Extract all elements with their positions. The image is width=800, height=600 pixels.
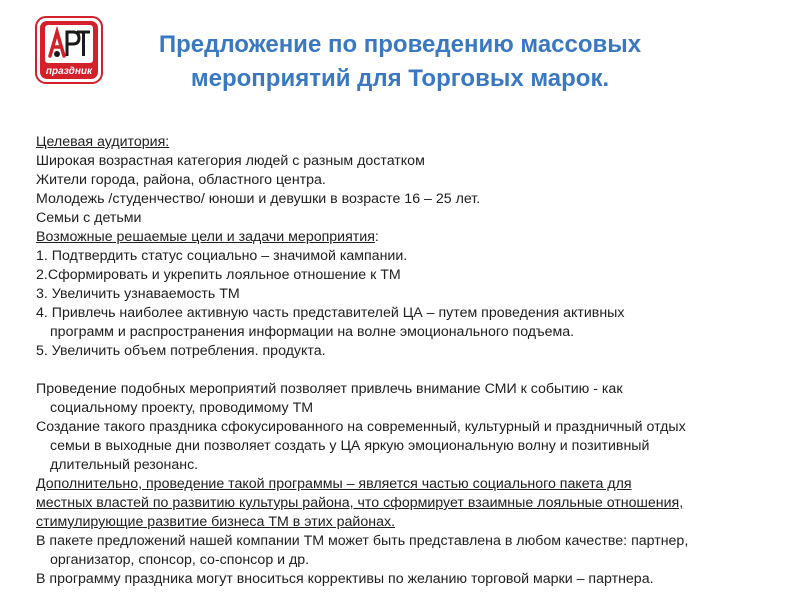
paragraph-adjustments: В программу праздника могут вноситься коррективы по желанию торговой марки – партнера. xyxy=(36,571,654,587)
audience-item: Жители города, района, областного центра. xyxy=(36,172,326,188)
goal-item: 2.Сформировать и укрепить лояльное отношение к ТМ xyxy=(36,267,401,283)
paragraph-holiday: Создание такого праздника сфокусированного на современный, культурный и праздничный отдых семьи в выходные дни позволяет создать у ЦА яркую эмоциональную волну и позитивный длительный резонанс. xyxy=(36,419,686,473)
paragraph-social-package-line: Дополнительно, проведение такой программы – является частью социального пакета для xyxy=(36,476,632,492)
audience-item: Молодежь /студенчество/ юноши и девушки в возрасте 16 – 25 лет. xyxy=(36,191,481,207)
goal-item: 5. Увеличить объем потребления. продукта. xyxy=(36,343,326,359)
page-title xyxy=(120,28,680,96)
audience-item: Широкая возрастная категория людей с разным достатком xyxy=(36,153,425,169)
title-line-2: мероприятий для Торговых марок. xyxy=(190,65,610,92)
document-body xyxy=(36,133,771,589)
paragraph-partner: В пакете предложений нашей компании ТМ может быть представлена в любом качестве: партнер, организатор, спонсор, со-спонсор и др. xyxy=(36,533,689,568)
paragraph-media: Проведение подобных мероприятий позволяет привлечь внимание СМИ к событию - как социальному проекту, проводимому ТМ xyxy=(36,381,623,416)
goal-item: 3. Увеличить узнаваемость ТМ xyxy=(36,286,240,302)
title-line-1: Предложение по проведению массовых xyxy=(158,31,642,58)
paragraph-social-package-line: местных властей по развитию культуры района, что сформирует взаимные лояльные отношения, xyxy=(36,495,684,511)
logo-caption: праздник xyxy=(45,66,93,77)
goal-item: 1. Подтвердить статус социально – значимой кампании. xyxy=(36,248,408,264)
audience-item: Семьи с детьми xyxy=(36,210,142,226)
goals-heading: Возможные решаемые цели и задачи мероприятия: xyxy=(36,229,379,245)
audience-heading: Целевая аудитория: xyxy=(36,134,170,150)
paragraph-social-package-line: стимулирующие развитие бизнеса ТМ в этих районах. xyxy=(36,514,396,530)
goal-item: 4. Привлечь наиболее активную часть представителей ЦА – путем проведения активных программ и распространения информации на волне эмоционального подъема. xyxy=(36,305,625,340)
company-logo xyxy=(35,16,103,84)
